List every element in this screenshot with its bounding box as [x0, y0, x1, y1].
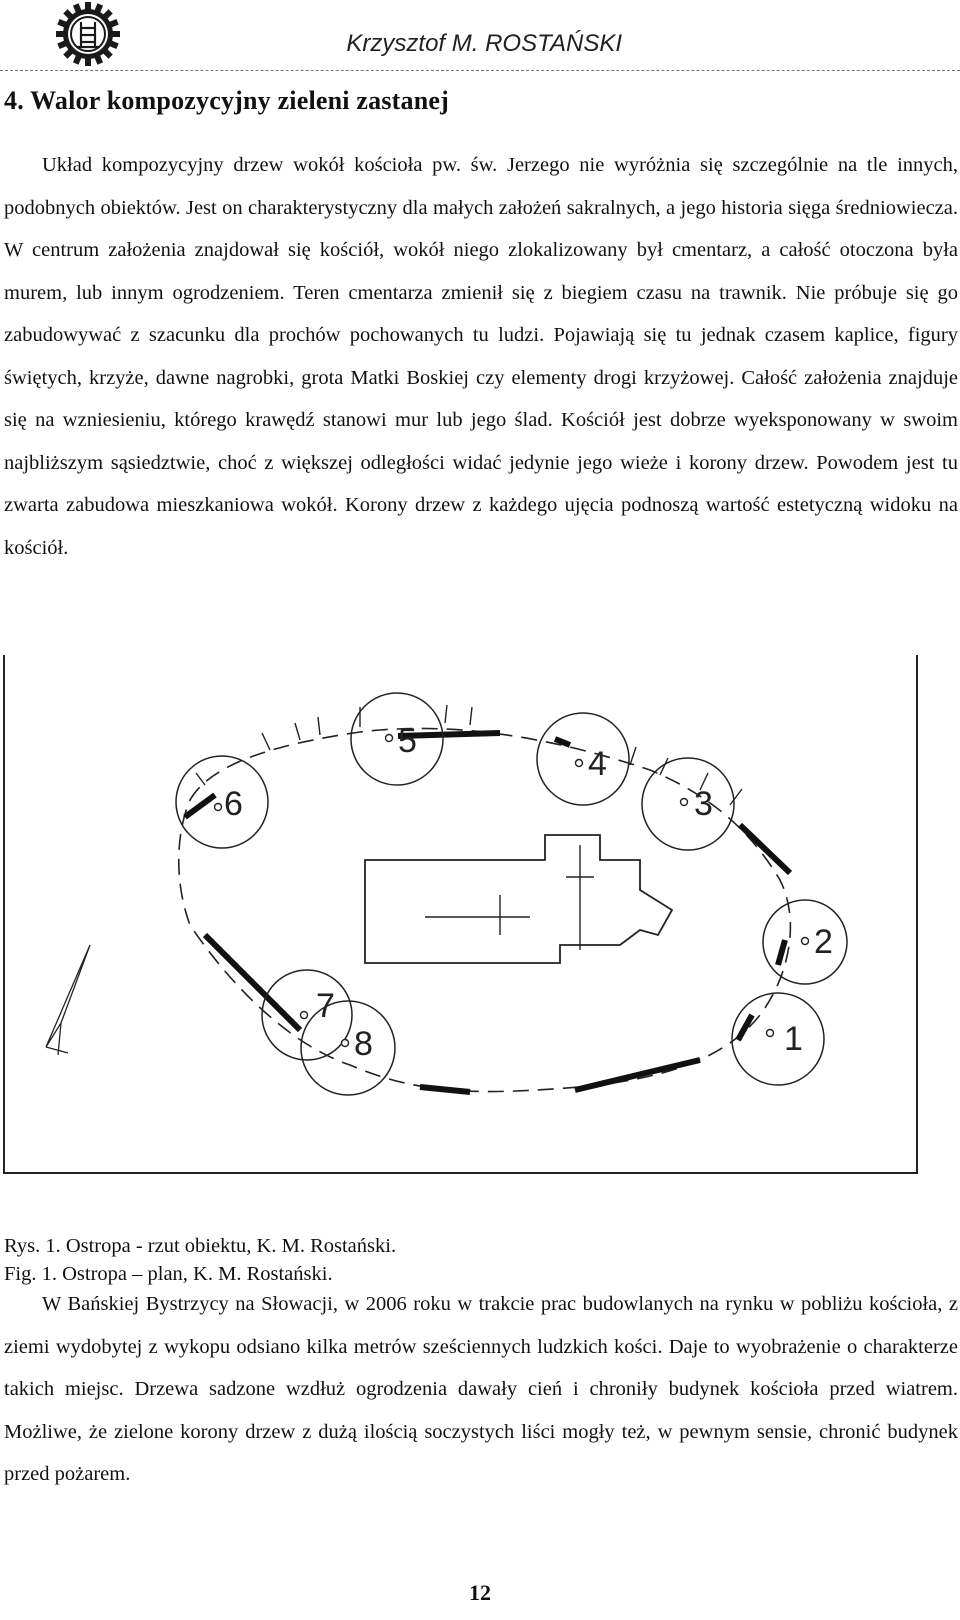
tree-crown-6 — [176, 756, 268, 848]
tree-label-4: 4 — [588, 745, 607, 783]
tree-crown-5 — [351, 693, 443, 785]
body-paragraph-2: W Bańskiej Bystrzycy na Słowacji, w 2006 roku w trakcie prac budowlanych na rynku w pobliżu kościoła, z ziemi wydobytej z wykopu odsiano kilka metrów sześciennych ludzkich kości. Daje to wyobrażenie o charakterze takich miejsc. Drzewa sadzone wzdłuż ogrodzenia dawały cień i chroniły budynek kościoła przed wiatrem. Możliwe, że zielone korony drzew z dużą ilością soczystych liści mogły też, w pewnym sensie, chronić budynek przed pożarem. — [4, 1293, 958, 1485]
tree-label-5: 5 — [398, 722, 417, 760]
tree-crowns — [176, 693, 847, 1095]
cemetery-wall-outline — [179, 728, 791, 1091]
gear-emblem-logo-icon — [56, 2, 120, 66]
page-header — [0, 0, 960, 72]
church-floor-plan — [365, 835, 672, 963]
figure-caption-en: Fig. 1. Ostropa – plan, K. M. Rostański. — [4, 1263, 333, 1285]
wall-ticks — [196, 705, 742, 805]
north-arrow-icon — [46, 945, 90, 1055]
site-plan-drawing — [0, 655, 960, 1215]
body-paragraph-1: Układ kompozycyjny drzew wokół kościoła pw. św. Jerzego nie wyróżnia się szczególnie na tle innych, podobnych obiektów. Jest on charakterystyczny dla małych założeń sakralnych, a jego historia sięga średniowiecza. W centrum założenia znajdował się kościół, wokół niego zlokalizowany był cmentarz, a całość otoczona była murem, lub innym ogrodzeniem. Teren cmentarza zmienił się z biegiem czasu na trawnik. Nie próbuje się go zabudowywać z szacunku dla prochów pochowanych tu ludzi. Pojawiają się tu jednak czasem kaplice, figury świętych, krzyże, dawne nagrobki, grota Matki Boskiej czy elementy drogi krzyżowej. Całość założenia znajduje się na wzniesieniu, którego krawędź stanowi mur lub jego ślad. Kościół jest dobrze wyeksponowany w swoim najbliższym sąsiedztwie, choć z większej odległości widać jedynie jego wieże i korony drzew. Powodem jest tu zwarta zabudowa mieszkaniowa wokół. Korony drzew z każdego ujęcia podnoszą wartość estetyczną widoku na kościół. — [4, 154, 958, 559]
tree-trunks — [215, 735, 809, 1047]
tree-label-2: 2 — [814, 923, 833, 961]
figure-caption — [4, 1232, 396, 1288]
site-plan-figure — [0, 655, 960, 1215]
tree-label-6: 6 — [224, 785, 243, 823]
tree-label-8: 8 — [354, 1025, 373, 1063]
section-heading: 4. Walor kompozycyjny zieleni zastanej — [4, 86, 449, 115]
header-divider — [0, 70, 960, 71]
figure-caption-pl: Rys. 1. Ostropa - rzut obiektu, K. M. Rostański. — [4, 1235, 397, 1257]
tree-label-7: 7 — [316, 987, 335, 1025]
page-number: 12 — [469, 1580, 491, 1605]
tree-crown-3 — [642, 758, 734, 850]
author-name: Krzysztof M. ROSTAŃSKI — [346, 30, 622, 57]
tree-crown-1 — [732, 993, 824, 1085]
tree-crown-4 — [537, 713, 629, 805]
tree-label-3: 3 — [694, 785, 713, 823]
tree-label-1: 1 — [784, 1020, 803, 1058]
